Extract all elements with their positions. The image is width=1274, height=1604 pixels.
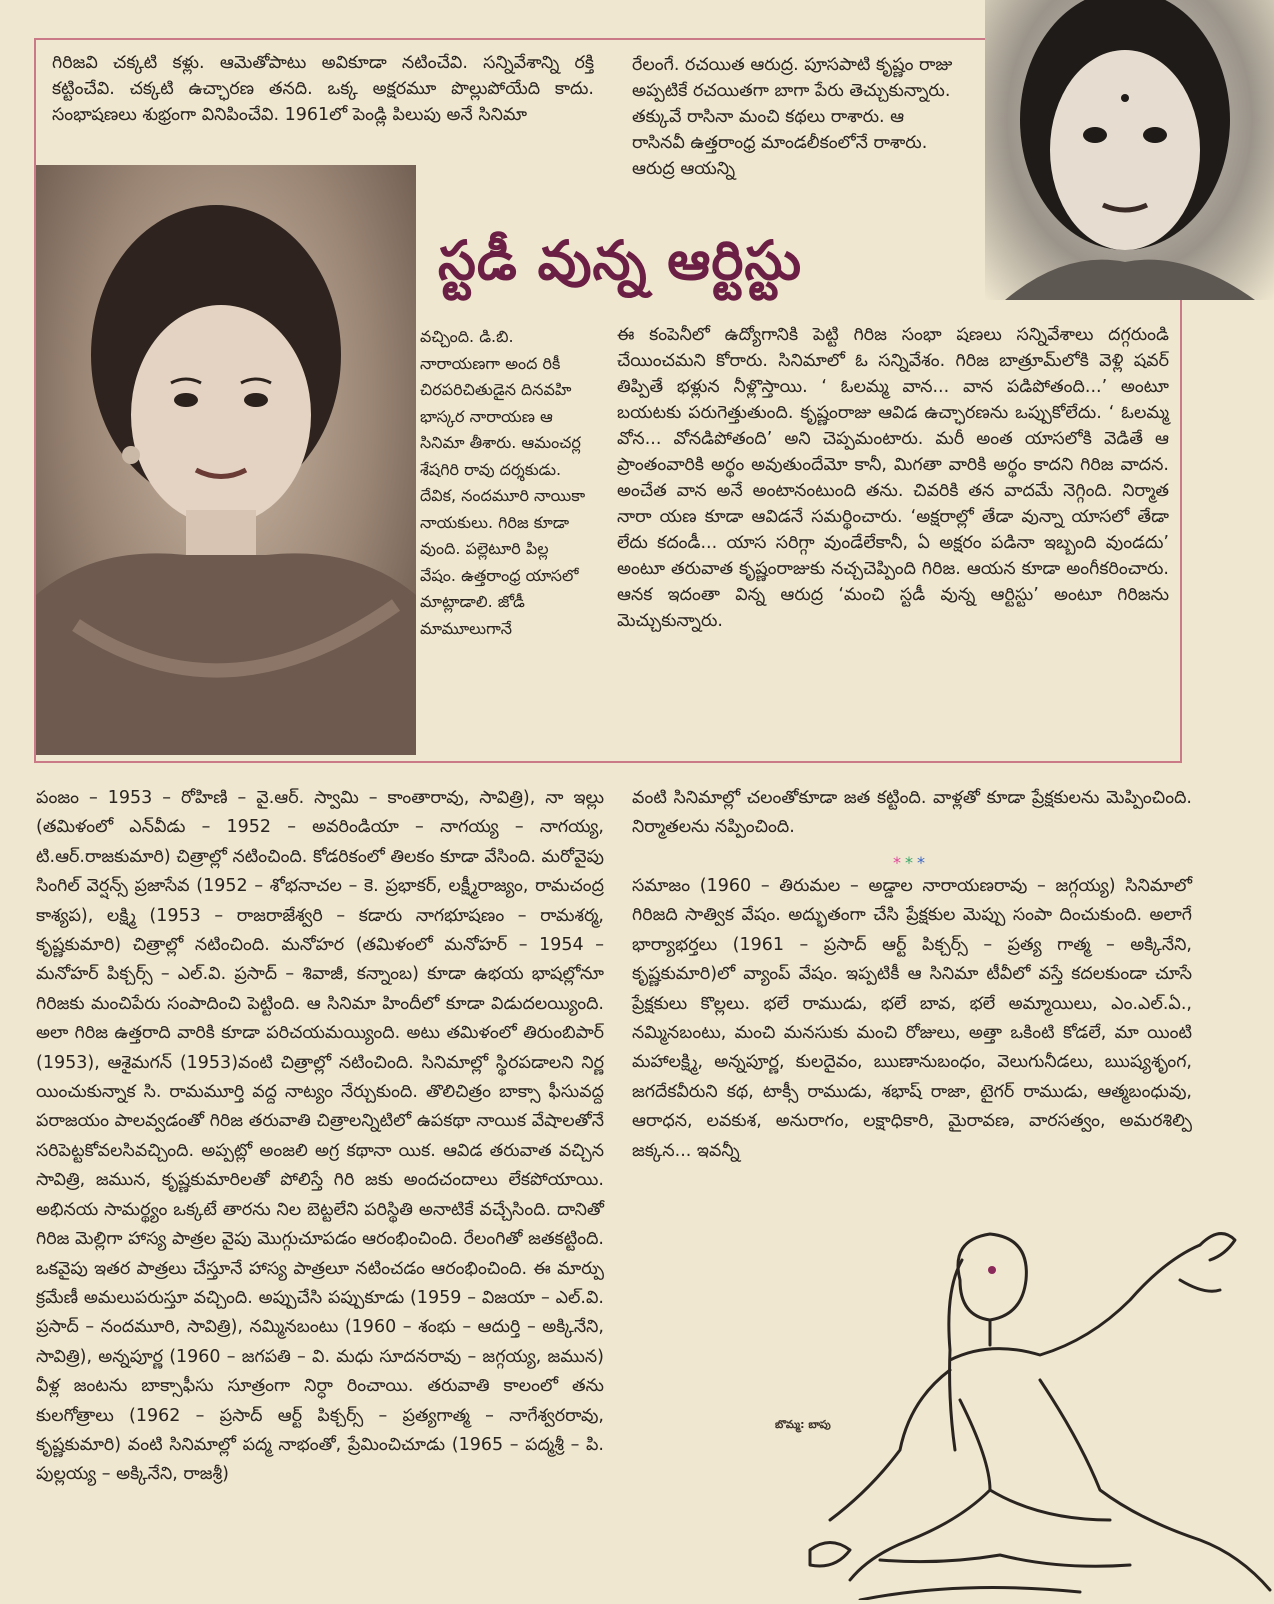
right-main-paragraph: ఈ కంపెనీలో ఉద్యోగానికి పెట్టి గిరిజ సంభా షణలు సన్నివేశాలు దగ్గరుండి చేయించమని కోరారు. సినిమాలో ఓ సన్నివేశం. గిరిజ బాత్రూమ్‌లోకి వెళ్లి షవర్ తిప్పితే భళ్లున నీళ్లొస్తాయి. ‘ ఓలమ్మ వాన... వాన పడిపోతంది...’ అంటూ బయటకు పరుగెత్తుతుంది. కృష్ణంరాజు ఆవిడ ఉచ్ఛారణను ఒప్పుకోలేదు. ‘ ఓలమ్మ వోన... వోనడిపోతంది’ అని చెప్పమంటారు. మరీ అంత యాసలోకి వెడితే ఆ ప్రాంతంవారికి అర్థం అవుతుందేమో కానీ, మిగతా వారికి అర్థం కాదని గిరిజ వాదన. అంచేత వాన అనే అంటానంటుంది తను. చివరికి తన వాదమే నెగ్గింది. నిర్మాత నారా యణ కూడా ఆవిడనే సమర్థించారు. ‘అక్షరాల్లో తేడా వున్నా యాసలో తేడా లేదు కదండీ... యాస సరిగ్గా వుండేలేకానీ, ఏ అక్షరం పడినా ఇబ్బంది వుండదు’ అంటూ తరువాత కృష్ణంరాజుకు నచ్చచెప్పింది గిరిజ. ఆయన కూడా అంగీకరించారు. ఆనక ఇదంతా విన్న ఆరుద్ర ‘మంచి స్టడీ వున్న ఆర్టిస్టు’ అంటూ గిరిజను మెచ్చుకున్నారు. xyxy=(617,325,1169,631)
separator-star-blue: * xyxy=(917,853,929,872)
right-top-paragraph: రేలంగే. రచయిత ఆరుద్ర. పూసపాటి కృష్ణం రాజు అప్పటికే రచయితగా బాగా పేరు తెచ్చుకున్నారు. తక్కువే రాసినా మంచి కథలు రాశారు. ఆ రాసినవీ ఉత్తరాంధ్ర మాండలీకంలోనే రాశారు. ఆరుద్ర ఆయన్ని xyxy=(632,55,953,179)
illustration-credit: బొమ్మ: బాపు xyxy=(775,1418,831,1431)
separator-star-green: * xyxy=(905,853,917,872)
section-separator xyxy=(893,853,929,872)
dancer-line-sketch xyxy=(660,1220,1274,1600)
body-right-main: సమాజం (1960 – తిరుమల – అడ్డాల నారాయణరావు – జగ్గయ్య) సినిమాలో గిరిజది సాత్విక వేషం. అద్భుతంగా చేసి ప్రేక్షకుల మెప్పు సంపా దించుకుంది. అలాగే భార్యాభర్తలు (1961 – ప్రసాద్ ఆర్ట్ పిక్చర్స్ – ప్రత్య గాత్మ – అక్కినేని, కృష్ణకుమారి)లో వ్యాంప్ వేషం. ఇప్పటికీ ఆ సినిమా టీవీలో వస్తే కదలకుండా చూసే ప్రేక్షకులు కొల్లలు. భలే రాముడు, భలే బావ, భలే అమ్మాయిలు, ఎం.ఎల్.ఏ., నమ్మినబంటు, మంచి మనసుకు మంచి రోజులు, అత్తా ఒకింటి కోడలే, మా యింటి మహాలక్ష్మి, అన్నపూర్ణ, కులదైవం, ఋణానుబంధం, వెలుగునీడలు, ఋష్యశృంగ, జగదేకవీరుని కథ, టాక్సీ రాముడు, శభాష్ రాజా, టైగర్ రాముడు, ఆత్మబంధువు, ఆరాధన, లవకుశ, అనురాగం, లక్షాధికారి, మైరావణ, వారసత్వం, అమరశిల్పి జక్కన... ఇవన్నీ xyxy=(632,876,1192,1161)
girija-portrait-photo xyxy=(36,165,416,755)
portrait-illustration xyxy=(36,165,416,755)
body-right-top: వంటి సినిమాల్లో చలంతోకూడా జత కట్టింది. వాళ్లతో కూడా ప్రేక్షకులను మెప్పించింది. నిర్మాతలను నప్పించింది. xyxy=(632,788,1192,838)
intro-continuation: వచ్చింది. డి.బి. నారాయణగా అంద రికీ చిరపరిచితుడైన దినవహి భాస్కర నారాయణ ఆ సినిమా తీశారు. ఆమంచర్ల శేషగిరి రావు దర్శకుడు. దేవిక, నందమూరి నాయికా నాయకులు. గిరిజ కూడా వుంది. పల్లెటూరి పిల్ల వేషం. ఉత్తరాంధ్ర యాసలో మాట్లాడాలి. జోడీ మామూలుగానే xyxy=(420,327,586,638)
body-left-column: పంజం – 1953 – రోహిణి – వై.ఆర్. స్వామి – కాంతారావు, సావిత్రి), నా ఇల్లు (తమిళంలో ఎన్‌వీడు – 1952 – అవరిండియా – నాగయ్య – నాగయ్య, టి.ఆర్.రాజకుమారి) చిత్రాల్లో నటించింది. కోడరికంలో తిలకం కూడా వేసింది. మరోవైపు సింగిల్ వెర్షన్స్ ప్రజాసేవ (1952 – శోభనాచల – కె. ప్రభాకర్, లక్ష్మీరాజ్యం, రామచంద్ర కాశ్యప), లక్ష్మి (1953 – రాజరాజేశ్వరి – కడారు నాగభూషణం – రామశర్మ, కృష్ణకుమారి) చిత్రాల్లో నటించింది. మనోహర (తమిళంలో మనోహర్ – 1954 – మనోహర్ పిక్చర్స్ – ఎల్.వి. ప్రసాద్ – శివాజీ, కన్నాంబ) కూడా ఉభయ భాషల్లోనూ గిరిజకు మంచిపేరు సంపాదించి పెట్టింది. ఆ సినిమా హిందీలో కూడా విడుదలయ్యింది. అలా గిరిజ ఉత్తరాది వారికి కూడా పరిచయమయ్యింది. అటు తమిళంలో తిరుంబిపార్ (1953), ఆశైమగన్ (1953)వంటి చిత్రాల్లో నటించింది. సినిమాల్లో స్థిరపడాలని నిర్ణ యించుకున్నాక సి. రామమూర్తి వద్ద నాట్యం నేర్చుకుంది. తొలిచిత్రం బాక్సా ఫీసువద్ద పరాజయం పాలవ్వడంతో గిరిజ తరువాతి చిత్రాలన్నిటిలో ఉపకథా నాయిక వేషాలతోనే సరిపెట్టకోవలసివచ్చింది. అప్పట్లో అంజలి అగ్ర కథానా యిక. ఆవిడ తరువాత వచ్చిన సావిత్రి, జమున, కృష్ణకుమారిలతో పోలిస్తే గిరి జకు అందచందాలు లేకపోయాయి. అభినయ సామర్థ్యం ఒక్కటే తారను నిల బెట్టలేని పరిస్థితి అనాటికే వచ్చేసింది. దానితో గిరిజ మెల్లిగా హాస్య పాత్రల వైపు మొగ్గుచూపడం ఆరంభించింది. రేలంగితో జతకట్టింది. ఒకవైపు ఇతర పాత్రలు చేస్తూనే హాస్య పాత్రలూ నటించడం ఆరంభించింది. ఈ మార్పు క్రమేణీ అమలుపరుస్తూ వచ్చింది. అప్పుచేసి పప్పుకూడు (1959 – విజయా – ఎల్.వి. ప్రసాద్ – నందమూరి, సావిత్రి), నమ్మినబంటు (1960 – శంభు – ఆదుర్తి – అక్కినేని, సావిత్రి), అన్నపూర్ణ (1960 – జగపతి – వి. మధు సూదనరావు – జగ్గయ్య, జమున) వీళ్ల జంటను బాక్సాఫీసు సూత్రంగా నిర్ధా రించాయి. తరువాతి కాలంలో తను కులగోత్రాలు (1962 – ప్రసాద్ ఆర్ట్ పిక్చర్స్ – ప్రత్యగాత్మ – నాగేశ్వరరావు, కృష్ణకుమారి) వంటి సినిమాల్లో పద్మ నాభంతో, ప్రేమించిచూడు (1965 – పద్మశ్రీ – పి. పుల్లయ్య – అక్కినేని, రాజశ్రీ) xyxy=(36,788,604,1485)
separator-star-pink: * xyxy=(893,853,905,872)
dancer-sketch-svg xyxy=(660,1220,1274,1600)
actress-portrait-photo xyxy=(985,0,1274,300)
portrait-illustration-2 xyxy=(985,0,1274,300)
article-headline: స్టడీ వున్న ఆర్టిస్టు xyxy=(438,229,803,292)
intro-paragraph: గిరిజవి చక్కటి కళ్లు. ఆమెతోపాటు అవికూడా నటించేవి. సన్నివేశాన్ని రక్తి కట్టించేవి. చక్కటి ఉచ్ఛారణ తనది. ఒక్క అక్షరమూ పొల్లుపోయేది కాదు. సంభాషణలు శుభ్రంగా వినిపించేవి. 1961లో పెండ్లి పిలుపు అనే సినిమా xyxy=(52,53,594,125)
